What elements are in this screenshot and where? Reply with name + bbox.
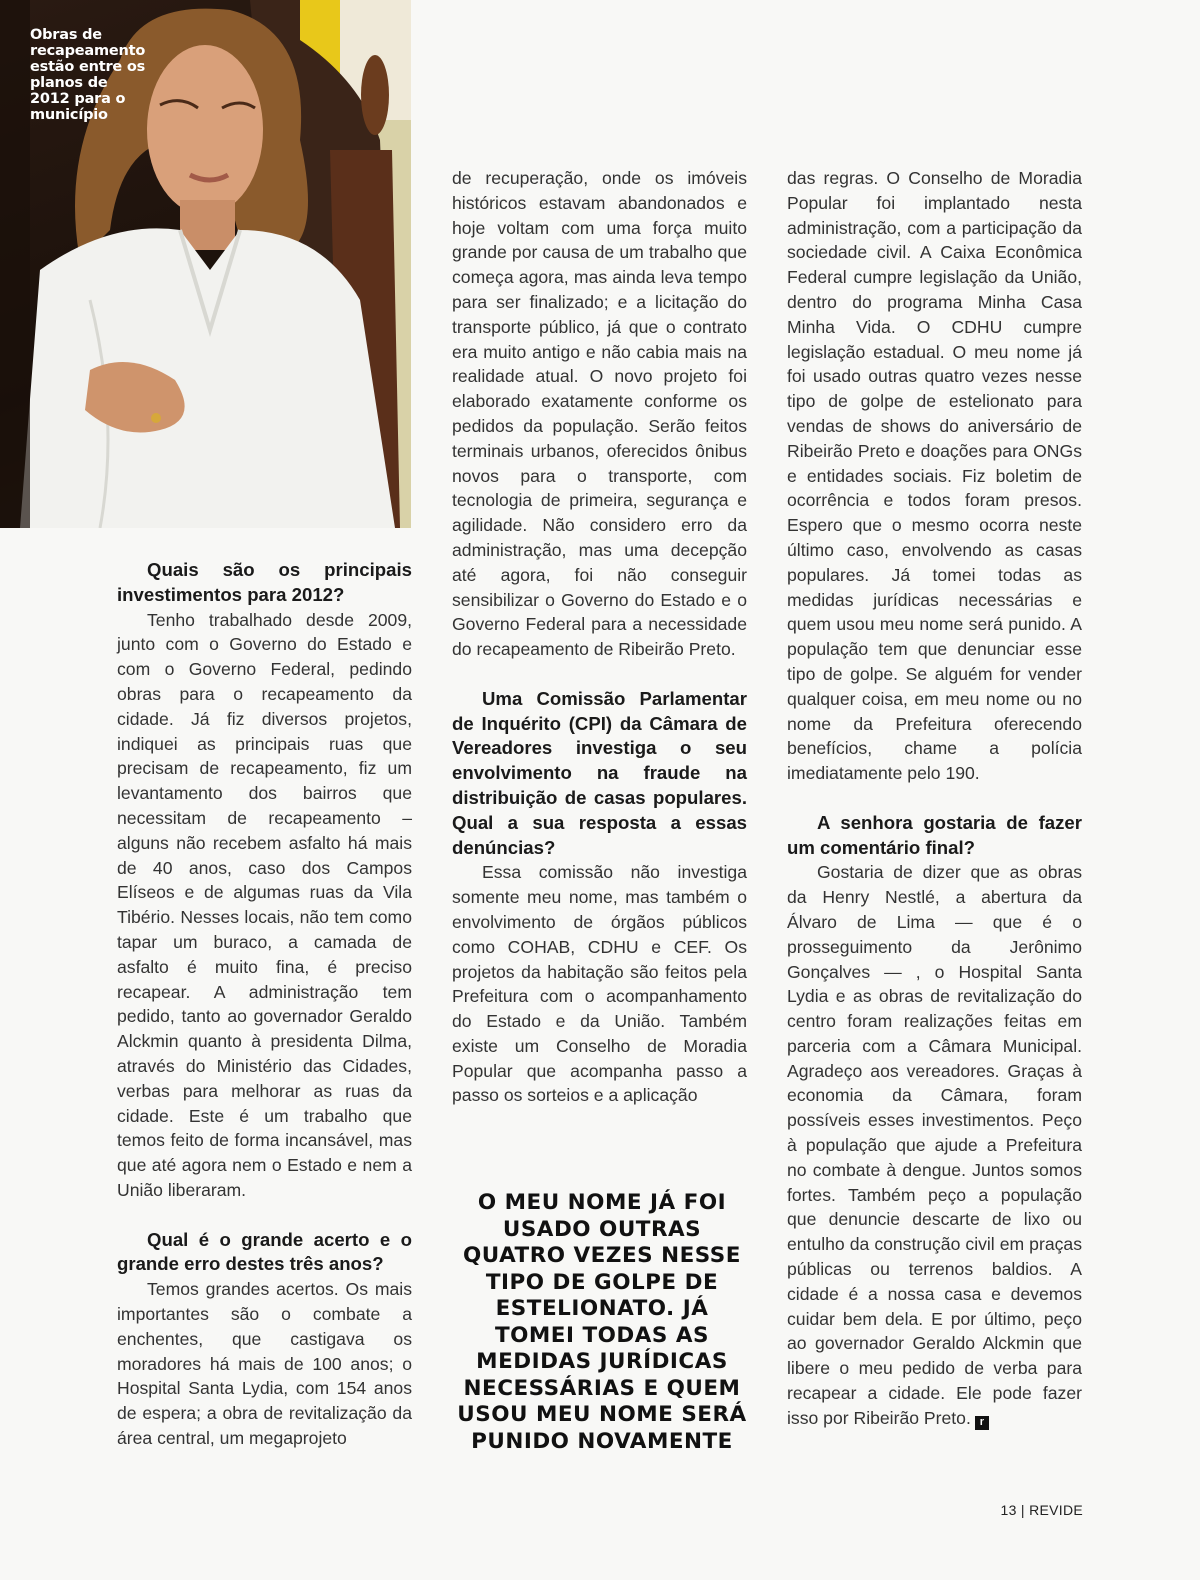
answer-4 xyxy=(787,860,1082,1430)
end-mark-icon: r xyxy=(975,1416,989,1430)
answer-2-continued: de recuperação, onde os imóveis históricos estavam abandonados e hoje voltam com uma força muito grande por causa de um trabalho que começa agora, mas ainda leva tempo para ser finalizado; e a licitação do transporte público, já que o contrato era muito antigo e não cabia mais na realidade atual. O novo projeto foi elaborado exatamente conforme os pedidos da população. Serão feitos terminais urbanos, oferecidos ônibus novos para o transporte, com tecnologia de primeira, segurança e agilidade. Não considero erro da administração, mas uma decepção até agora, foi não conseguir sensibilizar o Governo do Estado e o Governo Federal para a necessidade do recapeamento de Ribeirão Preto. xyxy=(452,168,747,660)
photo-caption: Obras de recapeamento estão entre os planos de 2012 para o município xyxy=(30,27,146,123)
question-4: A senhora gostaria de fazer um comentário final? xyxy=(787,811,1082,858)
page-number: 13 xyxy=(1000,1502,1017,1518)
question-2: Qual é o grande acerto e o grande erro destes três anos? xyxy=(117,1228,412,1275)
answer-1: Tenho trabalhado desde 2009, junto com o Governo do Estado e com o Governo Federal, pedindo obras para o recapeamento da cidade. Já fiz diversos projetos, indiquei as principais ruas que precisam de recapeamento, fiz um levantamento dos bairros que necessitam de recapeamento – alguns não recebem asfalto há mais de 40 anos, caso dos Campos Elíseos e de algumas ruas da Vila Tibério. Nesses locais, não tem como tapar um buraco, a camada de asfalto é muito fina, é preciso recapear. A administração tem pedido, tanto ao governador Geraldo Alckmin quanto à presidenta Dilma, através do Ministério das Cidades, verbas para melhorar as ruas da cidade. Este é um trabalho que temos feito de forma incansável, mas que até agora nem o Estado e nem a União liberaram. xyxy=(117,609,412,1200)
answer-3-start: Essa comissão não investiga somente meu nome, mas também o envolvimento de órgãos públicos como COHAB, CDHU e CEF. Os projetos da habitação são feitos pela Prefeitura com o acompanhamento do Estado e da União. Também existe um Conselho de Moradia Popular que acompanha passo a passo os sorteios e a aplicação xyxy=(452,862,747,1106)
question-3: Uma Comissão Parlamentar de Inquérito (CPI) da Câmara de Vereadores investiga o seu envolvimento na fraude na distribuição de casas populares. Qual a sua resposta a essas denúncias? xyxy=(452,687,747,858)
answer-3-continued: das regras. O Conselho de Moradia Popular foi implantado nesta administração, com a participação da sociedade civil. A Caixa Econômica Federal cumpre legislação da União, dentro do programa Minha Casa Minha Vida. O CDHU cumpre legislação estadual. O meu nome já foi usado outras quatro vezes nesse tipo de golpe de estelionato para vendas de shows do aniversário de Ribeirão Preto e doações para ONGs e entidades sociais. Fiz boletim de ocorrência e todos foram presos. Espero que o mesmo ocorra neste último caso, envolvendo as casas populares. Já tomei todas as medidas jurídicas necessárias e quem usou meu nome será punido. A população tem que denunciar esse tipo de golpe. Se alguém for vender qualquer coisa, em meu nome ou no nome da Prefeitura oferecendo benefícios, chame a polícia imediatamente pelo 190. xyxy=(787,168,1082,784)
portrait-photo xyxy=(0,0,411,528)
magazine-name: REVIDE xyxy=(1029,1502,1083,1518)
pull-quote: O MEU NOME JÁ FOI USADO OUTRAS QUATRO VEZES NESSE TIPO DE GOLPE DE ESTELIONATO. JÁ TOMEI TODAS AS MEDIDAS JURÍDICAS NECESSÁRIAS E QUEM USOU MEU NOME SERÁ PUNIDO NOVAMENTE xyxy=(457,1190,747,1454)
column-3 xyxy=(787,166,1082,1431)
question-1: Quais são os principais investimentos para 2012? xyxy=(117,559,412,605)
column-1 xyxy=(117,558,412,1451)
page-footer xyxy=(1001,1502,1083,1518)
answer-4-text: Gostaria de dizer que as obras da Henry Nestlé, a abertura da Álvaro de Lima — que é o prosseguimento da Jerônimo Gonçalves — , o Hospital Santa Lydia e as obras de revitalização do centro foram realizações feitas em parceria com a Câmara Municipal. Agradeço aos vereadores. Graças à economia da Câmara, foram possíveis esses investimentos. Peço à população que ajude a Prefeitura no combate à dengue. Juntos somos fortes. Também peço a população que denuncie descarte de lixo ou entulho da construção civil em praças públicas ou terrenos baldios. A cidade é a nossa casa e devemos cuidar bem dela. E por último, peço ao governador Geraldo Alckmin que libere o meu pedido de verba para recapear a cidade. Ele pode fazer isso por Ribeirão Preto. xyxy=(787,862,1082,1428)
footer-separator: | xyxy=(1020,1502,1025,1518)
answer-2-start: Temos grandes acertos. Os mais importantes são o combate a enchentes, que castigava os moradores há mais de 100 anos; o Hospital Santa Lydia, com 154 anos de espera; a obra de revitalização da área central, um megaprojeto xyxy=(117,1279,412,1448)
column-2 xyxy=(452,166,747,1108)
